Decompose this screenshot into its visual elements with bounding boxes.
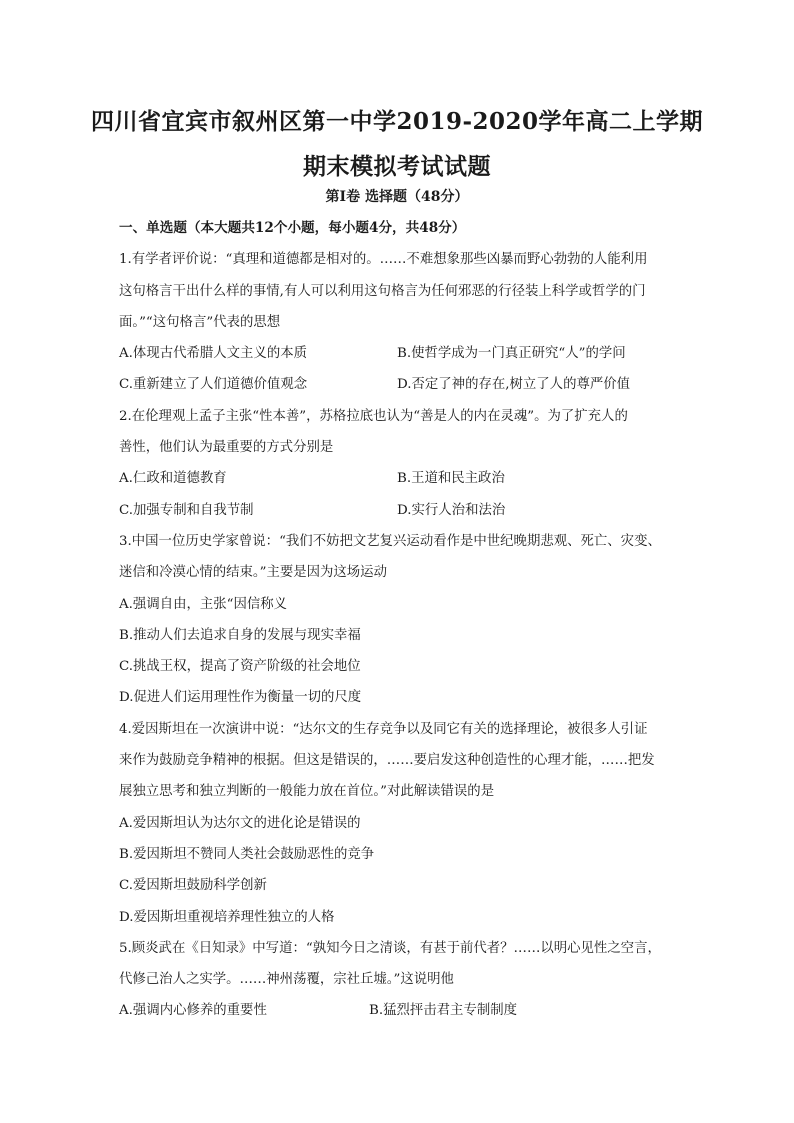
option-row xyxy=(119,463,679,494)
question-text-line: 展独立思考和独立判断的一般能力放在首位。”对此解读错误的是 xyxy=(119,784,495,800)
question-text-line: 面。”“这句格言”代表的思想 xyxy=(119,314,281,330)
option-a: A.强调自由，主张“因信称义 xyxy=(119,596,288,612)
option-a: A.强调内心修养的重要性 xyxy=(119,1003,267,1019)
question-4 xyxy=(119,714,679,933)
question-text-line: 来作为鼓励竞争精神的根据。但这是错误的，……要启发这种创造性的心理才能，……把发 xyxy=(119,753,655,769)
option-b: B.猛烈抨击君主专制制度 xyxy=(369,1003,518,1019)
question-text-line: 3.中国一位历史学家曾说：“我们不妨把文艺复兴运动看作是中世纪晚期悲观、死亡、灾变、 xyxy=(119,533,661,549)
section-title: 第Ⅰ卷 选择题（48分） xyxy=(325,189,469,205)
option-d: D.促进人们运用理性作为衡量一切的尺度 xyxy=(119,690,362,706)
question-text-line: 这句格言干出什么样的事情,有人可以利用这句格言为任何邪恶的行径装上科学或哲学的门 xyxy=(119,283,646,299)
question-5 xyxy=(119,933,679,1027)
option-d: D.实行人治和法治 xyxy=(397,502,506,518)
option-c: C.重新建立了人们道德价值观念 xyxy=(119,377,308,393)
question-text-line: 2.在伦理观上孟子主张“性本善”，苏格拉底也认为“善是人的内在灵魂”。为了扩充人的 xyxy=(119,408,628,424)
question-text-line: 1.有学者评价说：“真理和道德都是相对的。……不难想象那些凶暴而野心勃勃的人能利用 xyxy=(119,252,648,268)
option-a: A.爱因斯坦认为达尔文的进化论是错误的 xyxy=(119,815,361,831)
question-text-line: 4.爱因斯坦在一次演讲中说：“达尔文的生存竞争以及同它有关的选择理论，被很多人引证 xyxy=(119,721,648,737)
question-text-line: 善性，他们认为最重要的方式分别是 xyxy=(119,440,334,456)
exam-content xyxy=(119,213,679,1027)
option-a: A.体现古代希腊人文主义的本质 xyxy=(119,346,308,362)
question-1 xyxy=(119,244,679,400)
question-text-line: 代修己治人之实学。……神州荡覆，宗社丘墟。”这说明他 xyxy=(119,972,454,988)
question-2 xyxy=(119,401,679,526)
option-b: B.爱因斯坦不赞同人类社会鼓励恶性的竞争 xyxy=(119,846,375,862)
option-row xyxy=(119,995,679,1026)
option-d: D.爱因斯坦重视培养理性独立的人格 xyxy=(119,909,335,925)
exam-title-line1: 四川省宜宾市叙州区第一中学2019-2020学年高二上学期 xyxy=(90,108,704,135)
question-text-line: 5.顾炎武在《日知录》中写道：“孰知今日之清谈，有甚于前代者？……以明心见性之空言， xyxy=(119,940,661,956)
option-row xyxy=(119,369,679,400)
option-c: C.加强专制和自我节制 xyxy=(119,502,254,518)
exam-title-line2: 期末模拟考试试题 xyxy=(303,153,491,180)
question-3 xyxy=(119,526,679,714)
option-c: C.挑战王权，提高了资产阶级的社会地位 xyxy=(119,659,361,675)
option-b: B.推动人们去追求自身的发展与现实幸福 xyxy=(119,627,361,643)
option-c: C.爱因斯坦鼓励科学创新 xyxy=(119,878,267,894)
option-a: A.仁政和道德教育 xyxy=(119,471,227,487)
part-heading: 一、单选题（本大题共12个小题，每小题4分，共48分） xyxy=(119,220,466,236)
option-d: D.否定了神的存在,树立了人的尊严价值 xyxy=(397,377,631,393)
option-row xyxy=(119,495,679,526)
option-row xyxy=(119,338,679,369)
option-b: B.王道和民主政治 xyxy=(397,471,505,487)
option-b: B.使哲学成为一门真正研究“人”的学问 xyxy=(397,346,626,362)
question-text-line: 迷信和冷漠心情的结束。”主要是因为这场运动 xyxy=(119,565,387,581)
